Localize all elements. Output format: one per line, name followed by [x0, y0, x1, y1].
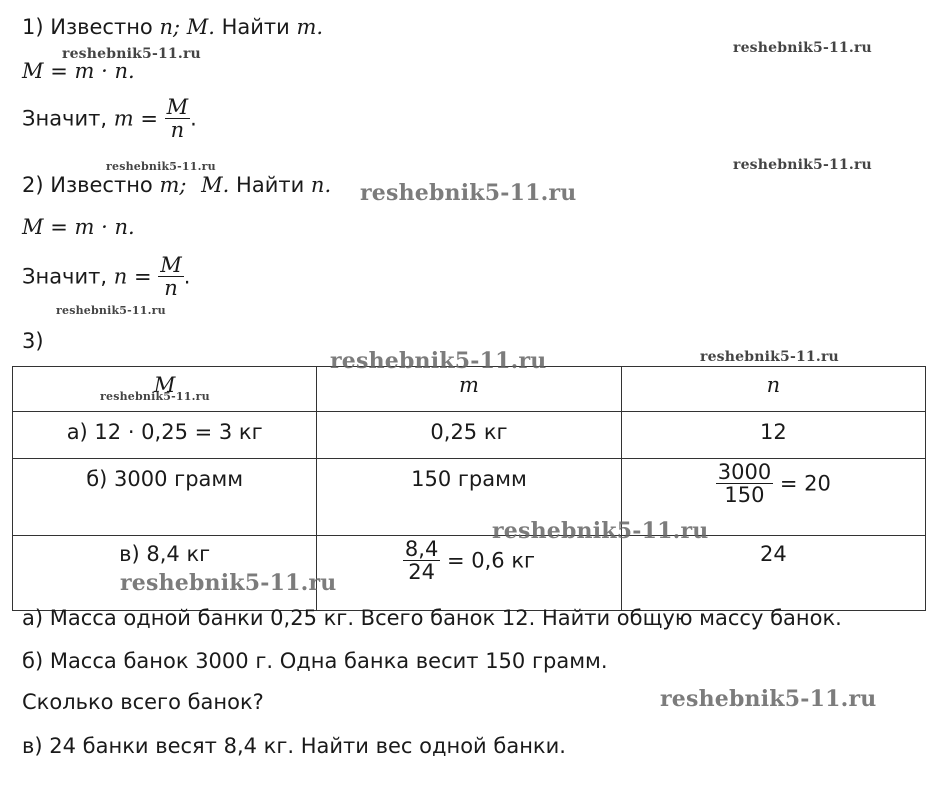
task1-known-label: Известно [50, 15, 153, 39]
task1-find-var: m. [296, 15, 324, 39]
task1-conclusion [22, 96, 197, 141]
task2-find-var: n. [310, 173, 332, 197]
watermark: reshebnik5-11.ru [700, 349, 839, 365]
task1-number: 1) [22, 15, 44, 39]
watermark: reshebnik5-11.ru [733, 40, 872, 56]
cell-a-M: а) 12 · 0,25 = 3 кг [13, 412, 317, 459]
fraction-denominator: 24 [403, 560, 440, 583]
header-m: m [317, 367, 621, 412]
so-var: n [113, 264, 128, 289]
fraction-numerator: 3000 [717, 460, 772, 484]
formula-left: M [22, 59, 44, 83]
header-n: n [621, 367, 925, 412]
watermark: reshebnik5-11.ru [330, 348, 547, 374]
task2-known-label: Известно [50, 173, 153, 197]
watermark: reshebnik5-11.ru [56, 304, 166, 317]
answer-c: в) 24 банки весят 8,4 кг. Найти вес одной банки. [22, 734, 566, 758]
fraction-numerator: M [160, 253, 182, 277]
task1-line1 [22, 14, 323, 40]
fraction-denominator: n [165, 118, 191, 141]
fraction-numerator: 8,4 [404, 537, 439, 561]
formula-eq: = [50, 59, 68, 83]
watermark: reshebnik5-11.ru [106, 160, 216, 173]
cell-b-fraction [716, 461, 773, 506]
fraction-result: = 20 [779, 471, 831, 496]
watermark: reshebnik5-11.ru [733, 157, 872, 173]
cell-c-fraction [403, 538, 440, 583]
task2-known-vars2: M. [201, 173, 230, 197]
task2-find-label: Найти [236, 173, 305, 197]
fraction-denominator: 150 [716, 483, 773, 506]
task2-number: 2) [22, 173, 44, 197]
so-end: . [183, 264, 191, 289]
cell-a-n: 12 [621, 412, 925, 459]
watermark: reshebnik5-11.ru [62, 46, 201, 62]
answer-b: б) Масса банок 3000 г. Одна банка весит 150 грамм. [22, 649, 608, 673]
task1-fraction [165, 96, 191, 141]
watermark: reshebnik5-11.ru [100, 390, 210, 403]
fraction-denominator: n [158, 276, 184, 299]
watermark: reshebnik5-11.ru [360, 180, 577, 206]
watermark: reshebnik5-11.ru [120, 570, 337, 596]
so-label: Значит, [22, 106, 108, 131]
task2-conclusion [22, 254, 190, 299]
cell-b-m: 150 грамм [317, 459, 621, 536]
task1-find-label: Найти [221, 15, 290, 39]
table-row [13, 459, 926, 536]
task2-formula [22, 214, 135, 240]
answer-b-question: Сколько всего банок? [22, 690, 264, 714]
formula-right: m · n. [74, 215, 135, 239]
header-M: M [13, 367, 317, 412]
so-eq: = [140, 106, 158, 131]
so-var: m [113, 106, 134, 131]
task1-known-vars: n; M. [159, 15, 215, 39]
table-row [13, 412, 926, 459]
watermark: reshebnik5-11.ru [660, 686, 877, 712]
task2-fraction [158, 254, 184, 299]
answer-a: а) Масса одной банки 0,25 кг. Всего банок 12. Найти общую массу банок. [22, 606, 842, 630]
cell-a-m: 0,25 кг [317, 412, 621, 459]
formula-right: m · n. [74, 59, 135, 83]
so-label: Значит, [22, 264, 108, 289]
cell-c-m [317, 536, 621, 611]
watermark: reshebnik5-11.ru [492, 518, 709, 544]
cell-c-n: 24 [621, 536, 925, 611]
cell-c-M: в) 8,4 кг [13, 536, 317, 611]
fraction-numerator: M [166, 95, 189, 119]
cell-b-M: б) 3000 грамм [13, 459, 317, 536]
task2-known-vars: m; [159, 173, 187, 197]
fraction-result: = 0,6 кг [447, 548, 536, 573]
formula-eq: = [50, 215, 68, 239]
formula-left: M [22, 215, 44, 239]
so-eq: = [133, 264, 152, 289]
so-end: . [190, 106, 197, 131]
task3-number: 3) [22, 329, 44, 353]
task2-line1 [22, 172, 331, 198]
